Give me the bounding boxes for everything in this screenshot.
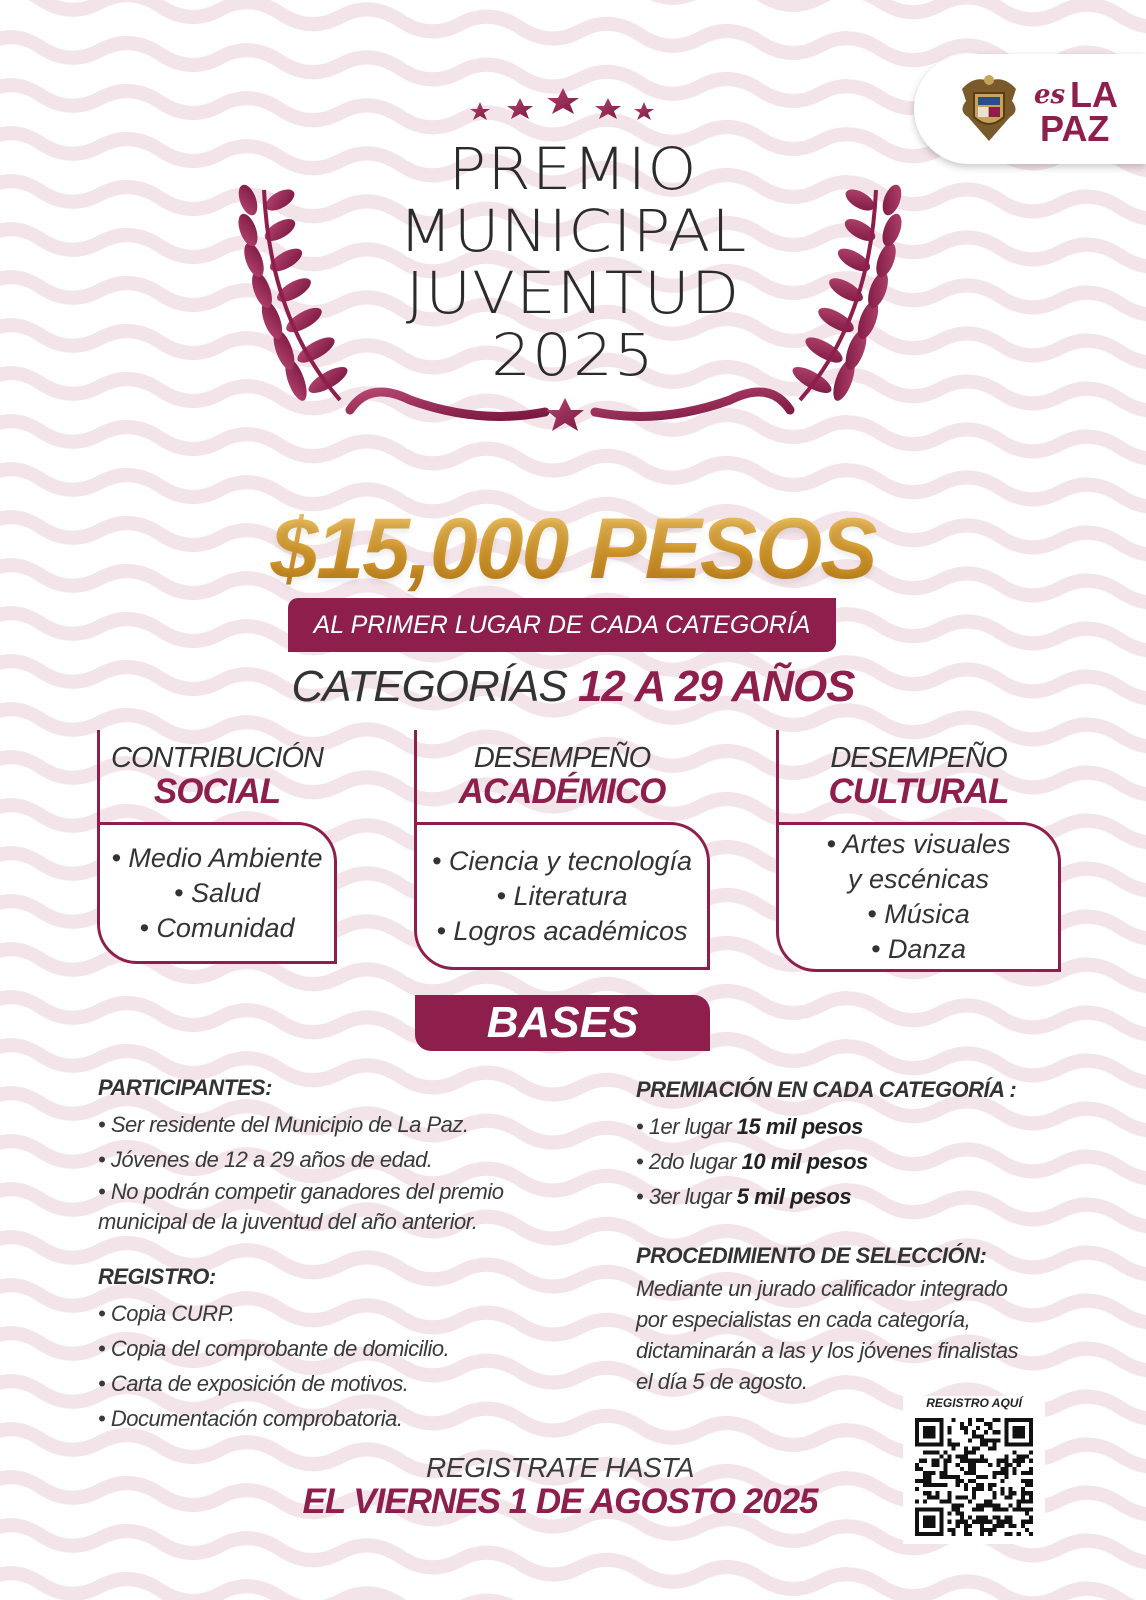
- list-item: • Jóvenes de 12 a 29 años de edad.: [98, 1147, 433, 1172]
- qr-label: REGISTRO AQUÍ: [926, 1396, 1022, 1410]
- list-item: • 2do lugar 10 mil pesos: [636, 1149, 868, 1174]
- star-icon: [507, 98, 533, 119]
- coat-of-arms-icon: [954, 71, 1024, 147]
- star-icon: [634, 102, 654, 120]
- list-item: • 3er lugar 5 mil pesos: [636, 1184, 852, 1209]
- category-card-cultural: DESEMPEÑO CULTURAL • Artes visuales y escénicas • Música • Danza: [776, 730, 1061, 972]
- left-column-rules: [98, 1070, 598, 1436]
- page-title: PREMIO MUNICIPAL JUVENTUD 2025: [398, 135, 748, 389]
- deadline-label: REGISTRATE HASTA: [426, 1452, 694, 1483]
- participantes-heading: PARTICIPANTES:: [98, 1075, 272, 1100]
- right-column-rules: PREMIACIÓN EN CADA CATEGORÍA : • 1er lugar 15 mil pesos • 2do lugar 10 mil pesos • 3er lugar 5 mil pesos PROCEDIMIENTO DE SELECCIÓN: Mediante un jurado calificador integrado por especialistas en cada categoría, dictaminarán a las y los jóvenes finalistas el día 5 de agosto.: [636, 1072, 1066, 1397]
- bases-banner: BASES: [415, 995, 710, 1051]
- prize-amount: $15,000 PESOS: [0, 500, 1146, 599]
- registro-heading: REGISTRO:: [98, 1264, 216, 1289]
- list-item: • Copia CURP.: [98, 1301, 235, 1326]
- category-items-list: • Artes visuales y escénicas • Música • Danza: [776, 822, 1061, 972]
- list-item: municipal de la juventud del año anterior.: [98, 1209, 478, 1234]
- list-item: • Carta de exposición de motivos.: [98, 1371, 409, 1396]
- category-items-list: • Ciencia y tecnología • Literatura • Logros académicos: [414, 822, 710, 970]
- deadline-date: EL VIERNES 1 DE AGOSTO 2025: [302, 1482, 818, 1521]
- qr-code-icon[interactable]: [915, 1418, 1033, 1536]
- star-icon: [547, 88, 579, 114]
- star-icon: [546, 398, 584, 431]
- procedimiento-heading: PROCEDIMIENTO DE SELECCIÓN:: [636, 1243, 987, 1268]
- list-item: • No podrán competir ganadores del premio: [98, 1179, 504, 1204]
- star-icon: [595, 98, 621, 119]
- star-icon: [470, 102, 490, 120]
- category-items-list: • Medio Ambiente • Salud • Comunidad: [97, 822, 337, 964]
- category-card-social: CONTRIBUCIÓN SOCIAL • Medio Ambiente • Salud • Comunidad: [97, 730, 337, 965]
- list-item: • Ser residente del Municipio de La Paz.: [98, 1112, 469, 1137]
- list-item: • 1er lugar 15 mil pesos: [636, 1114, 863, 1139]
- list-item: • Documentación comprobatoria.: [98, 1406, 403, 1431]
- prize-subtitle-banner: AL PRIMER LUGAR DE CADA CATEGORÍA: [288, 598, 836, 652]
- category-card-academico: DESEMPEÑO ACADÉMICO • Ciencia y tecnología • Literatura • Logros académicos: [414, 730, 710, 970]
- categories-heading: CATEGORÍAS 12 A 29 AÑOS: [291, 662, 855, 711]
- qr-registration[interactable]: [903, 1396, 1045, 1544]
- premiacion-heading: PREMIACIÓN EN CADA CATEGORÍA :: [636, 1077, 1017, 1102]
- list-item: • Copia del comprobante de domicilio.: [98, 1336, 450, 1361]
- es-la-paz-logo: es LA PAZ: [1034, 74, 1118, 149]
